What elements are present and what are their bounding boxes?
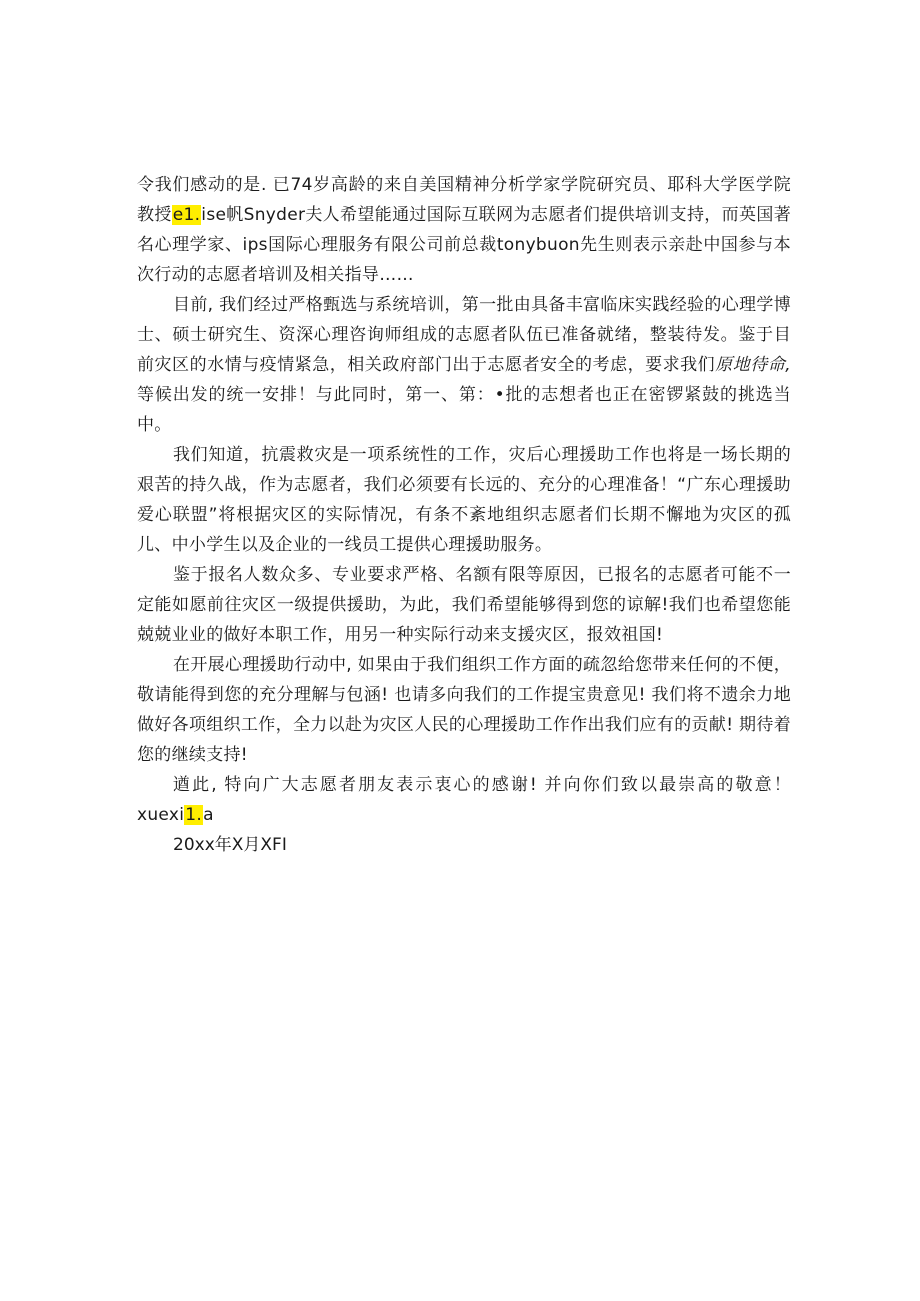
paragraph-6-text-a: 遒此, 特向广大志愿者朋友表示衷心的感谢! 并向你们致以最崇高的敬意！ xuexi (137, 775, 791, 825)
paragraph-2-text-a: 目前, 我们经过严格甄选与系统培训，第一批由具备丰富临床实践经验的心理学博士、硕士研究生、资深心理咨询师组成的志愿者队伍已准备就绪，整装待发。鉴于目前灾区的水情与疫情紧急，相关政府部门出于志愿者安全的考虑，要求我们 (137, 295, 791, 375)
paragraph-1-text-a: 令我们感动的是. 已74岁高龄的来自美国精神分析学家学院研究员、耶科大学医学院教授 (137, 175, 791, 225)
paragraph-1-text-b: ise帆Snyder夫人希望能通过国际互联网为志愿者们提供培训支持，而英国著名心理学家、ips国际心理服务有限公司前总裁tonybuon先生则表示亲赴中国参与本次行动的志愿者培训及相关指导…… (137, 205, 791, 285)
italic-text: 原地待命, (715, 355, 791, 375)
paragraph-1 (137, 170, 791, 290)
highlighted-text: e1. (172, 205, 201, 225)
date-line: 20xx年X月XFI (173, 835, 287, 855)
paragraph-5: 在开展心理援助行动中, 如果由于我们组织工作方面的疏忽给您带来任何的不便，敬请能得到您的充分理解与包涵! 也请多向我们的工作提宝贵意见! 我们将不遗余力地做好各项组织工作，全力以赴为灾区人民的心理援助工作作出我们应有的贡献! 期待着您的继续支持! (137, 655, 791, 765)
paragraph-4: 鉴于报名人数众多、专业要求严格、名额有限等原因，已报名的志愿者可能不一定能如愿前往灾区一级提供援助，为此，我们希望能够得到您的谅解!我们也希望您能兢兢业业的做好本职工作，用另一种实际行动来支援灾区，报效祖国! (137, 565, 791, 645)
paragraph-2 (137, 290, 791, 440)
paragraph-6 (137, 770, 791, 830)
paragraph-3: 我们知道，抗震救灾是一项系统性的工作，灾后心理援助工作也将是一场长期的艰苦的持久战，作为志愿者，我们必须要有长远的、充分的心理准备！“广东心理援助爱心联盟”将根据灾区的实际情况，有条不紊地组织志愿者们长期不懈地为灾区的孤儿、中小学生以及企业的一线员工提供心理援助服务。 (137, 445, 791, 555)
highlighted-text: 1. (185, 805, 203, 825)
paragraph-2-text-b: 等候出发的统一安排！与此同时，第一、第：•批的志想者也正在密锣紧鼓的挑选当中。 (137, 385, 791, 435)
paragraph-6-text-b: a (203, 805, 214, 825)
document-body (137, 170, 791, 860)
